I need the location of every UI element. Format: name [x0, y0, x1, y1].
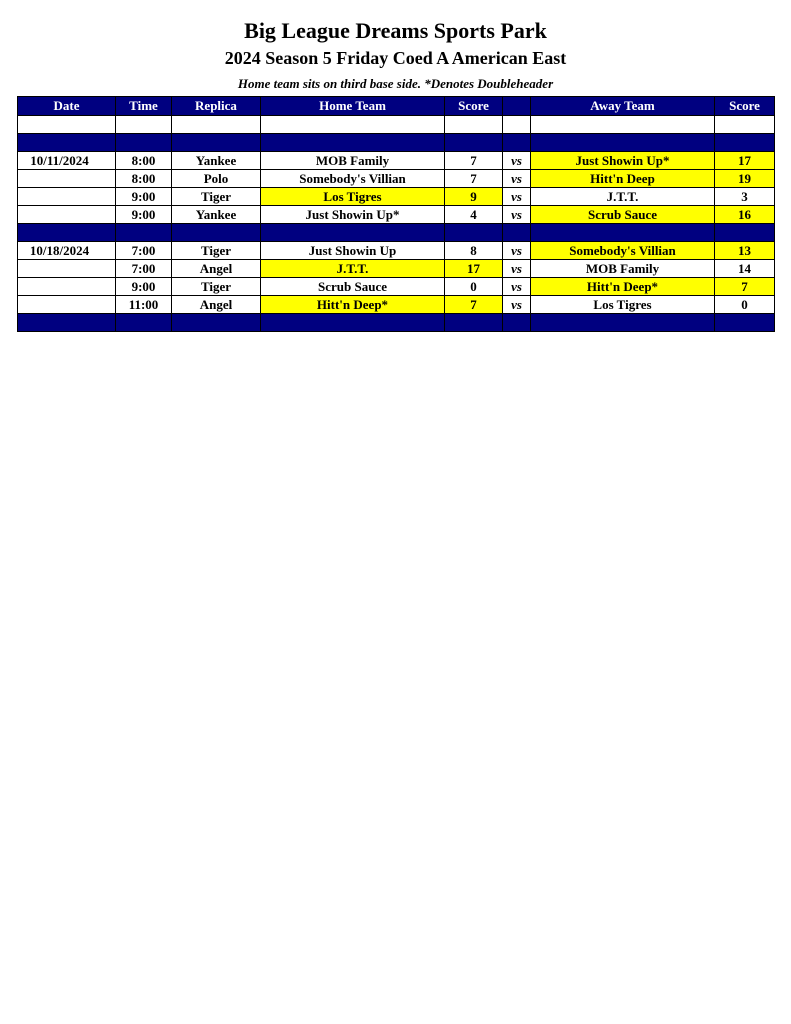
home-score: 17: [445, 260, 503, 278]
game-row: [18, 188, 775, 206]
away-team: J.T.T.: [531, 188, 715, 206]
game-time: 7:00: [116, 260, 172, 278]
game-date: [18, 206, 116, 224]
page-title: Big League Dreams Sports Park: [244, 18, 547, 43]
game-row: [18, 206, 775, 224]
away-score: 0: [715, 296, 775, 314]
game-replica: Yankee: [172, 206, 261, 224]
game-time: 7:00: [116, 242, 172, 260]
home-team: Hitt'n Deep*: [261, 296, 445, 314]
page-subtitle: 2024 Season 5 Friday Coed A American East: [224, 48, 567, 68]
vs-label: vs: [503, 152, 531, 170]
home-score: 7: [445, 170, 503, 188]
game-row: [18, 296, 775, 314]
vs-label: vs: [503, 260, 531, 278]
game-row: [18, 260, 775, 278]
home-score: 0: [445, 278, 503, 296]
home-team: Just Showin Up: [261, 242, 445, 260]
schedule-note: Home team sits on third base side. *Denotes Doubleheader: [237, 76, 554, 91]
game-date: [18, 188, 116, 206]
game-date: [18, 170, 116, 188]
vs-label: vs: [503, 188, 531, 206]
week-separator: [18, 224, 775, 242]
col-header-replica: Replica: [172, 97, 261, 116]
away-team: Somebody's Villian: [531, 242, 715, 260]
home-team: MOB Family: [261, 152, 445, 170]
away-score: 16: [715, 206, 775, 224]
home-score: 7: [445, 152, 503, 170]
game-date: [18, 260, 116, 278]
away-team: Los Tigres: [531, 296, 715, 314]
game-row: [18, 152, 775, 170]
home-score: 8: [445, 242, 503, 260]
game-replica: Yankee: [172, 152, 261, 170]
away-team: Just Showin Up*: [531, 152, 715, 170]
col-header-away-score: Score: [715, 97, 775, 116]
game-time: 8:00: [116, 170, 172, 188]
away-score: 3: [715, 188, 775, 206]
home-score: 7: [445, 296, 503, 314]
home-team: J.T.T.: [261, 260, 445, 278]
week-separator: [18, 314, 775, 332]
game-date: [18, 278, 116, 296]
schedule-body: [18, 116, 775, 332]
spacer-row: [18, 116, 775, 134]
vs-label: vs: [503, 206, 531, 224]
header-row: [18, 97, 775, 116]
away-score: 13: [715, 242, 775, 260]
schedule-table: [17, 96, 775, 332]
col-header-home-score: Score: [445, 97, 503, 116]
home-score: 4: [445, 206, 503, 224]
col-header-vs: [503, 97, 531, 116]
game-replica: Polo: [172, 170, 261, 188]
away-team: MOB Family: [531, 260, 715, 278]
game-replica: Tiger: [172, 278, 261, 296]
away-score: 17: [715, 152, 775, 170]
away-team: Scrub Sauce: [531, 206, 715, 224]
week-separator: [18, 134, 775, 152]
game-replica: Angel: [172, 260, 261, 278]
away-score: 19: [715, 170, 775, 188]
game-time: 11:00: [116, 296, 172, 314]
away-team: Hitt'n Deep: [531, 170, 715, 188]
col-header-date: Date: [18, 97, 116, 116]
home-team: Los Tigres: [261, 188, 445, 206]
away-score: 7: [715, 278, 775, 296]
col-header-home-team: Home Team: [261, 97, 445, 116]
home-score: 9: [445, 188, 503, 206]
game-row: [18, 242, 775, 260]
game-date: 10/11/2024: [18, 152, 116, 170]
game-time: 9:00: [116, 188, 172, 206]
game-row: [18, 278, 775, 296]
home-team: Somebody's Villian: [261, 170, 445, 188]
game-replica: Angel: [172, 296, 261, 314]
game-time: 8:00: [116, 152, 172, 170]
game-replica: Tiger: [172, 188, 261, 206]
game-row: [18, 170, 775, 188]
vs-label: vs: [503, 278, 531, 296]
vs-label: vs: [503, 242, 531, 260]
vs-label: vs: [503, 170, 531, 188]
game-date: [18, 296, 116, 314]
home-team: Just Showin Up*: [261, 206, 445, 224]
home-team: Scrub Sauce: [261, 278, 445, 296]
col-header-time: Time: [116, 97, 172, 116]
vs-label: vs: [503, 296, 531, 314]
game-time: 9:00: [116, 206, 172, 224]
game-time: 9:00: [116, 278, 172, 296]
game-date: 10/18/2024: [18, 242, 116, 260]
game-replica: Tiger: [172, 242, 261, 260]
col-header-away-team: Away Team: [531, 97, 715, 116]
away-team: Hitt'n Deep*: [531, 278, 715, 296]
away-score: 14: [715, 260, 775, 278]
